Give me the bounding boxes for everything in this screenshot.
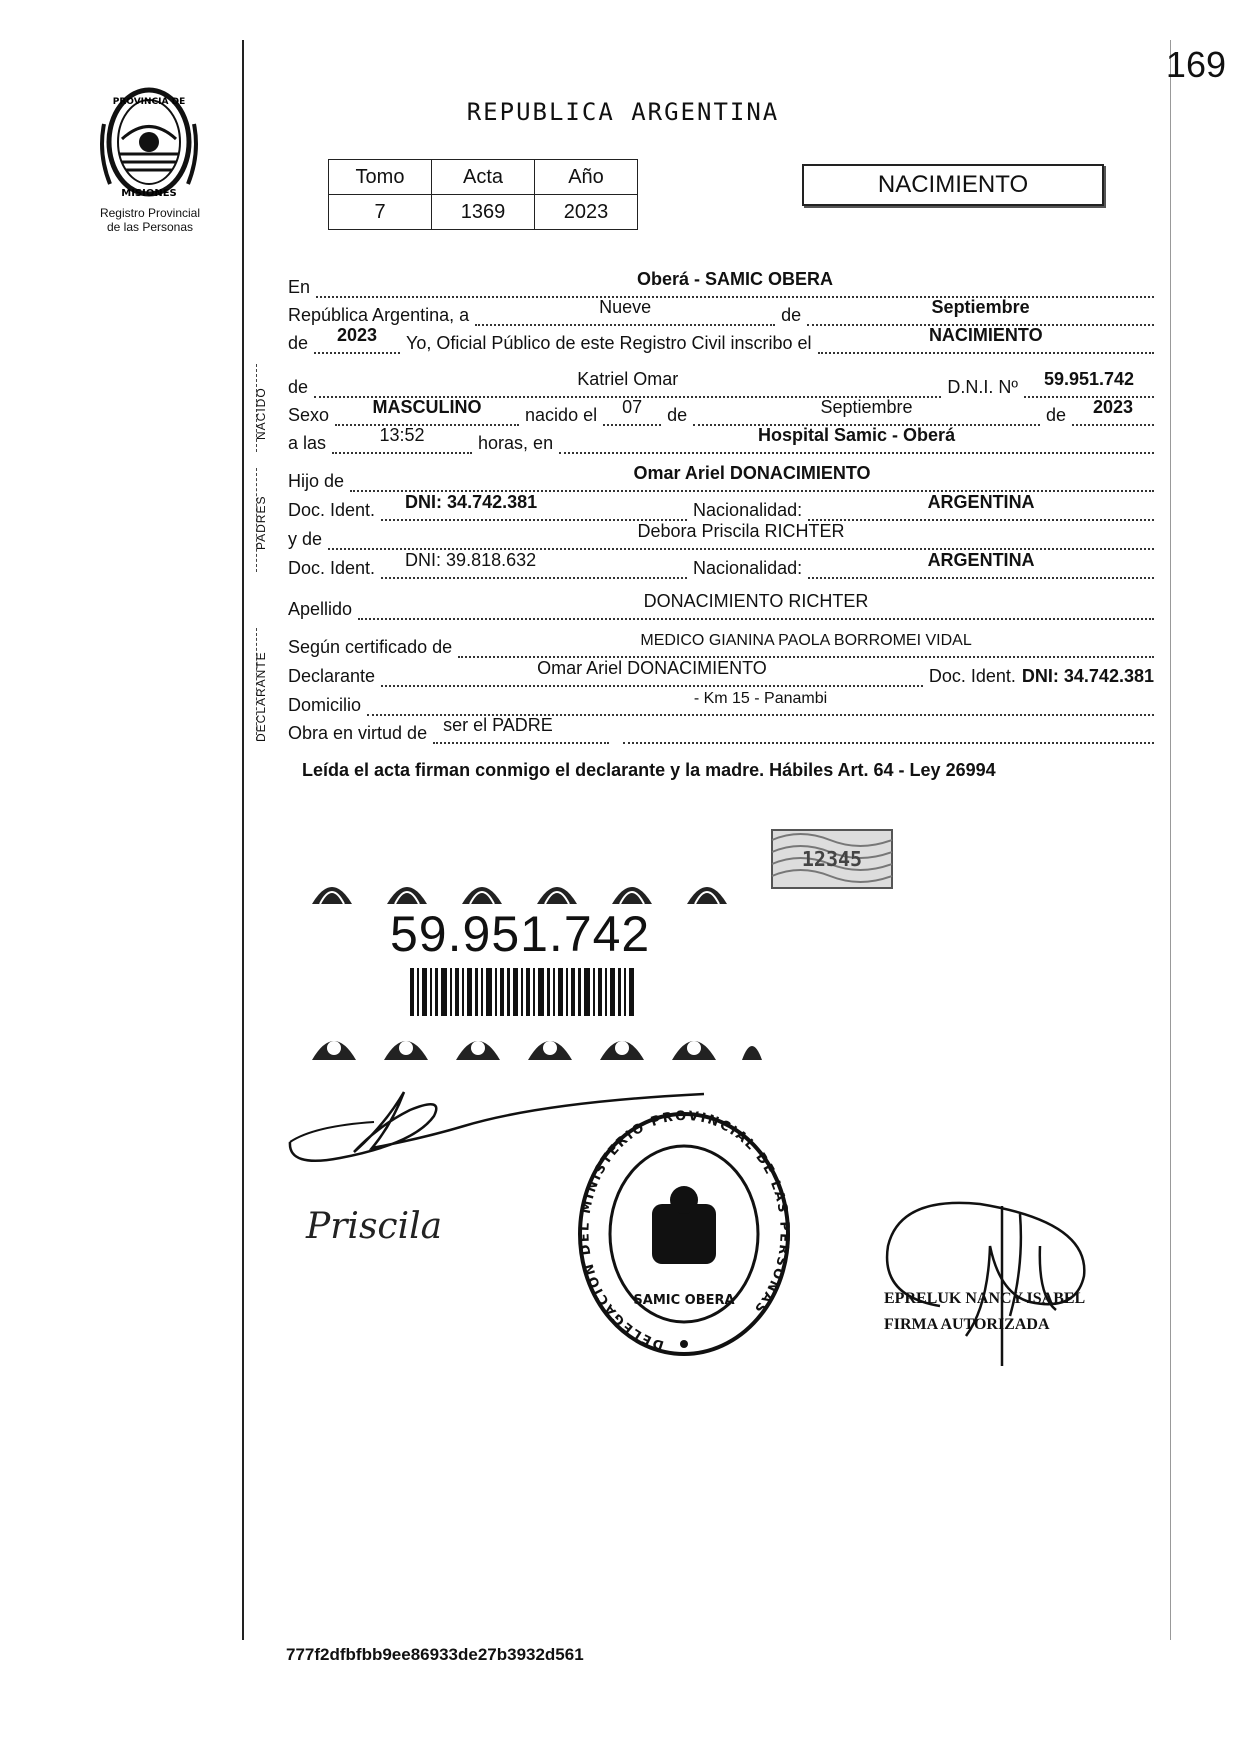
row-hora <box>288 426 1154 454</box>
label-doc-ident-padre: Doc. Ident. <box>288 500 376 520</box>
seal-top-text: PROVINCIA DE <box>112 97 186 107</box>
org-name <box>72 206 228 234</box>
value-sexo: MASCULINO <box>372 397 482 417</box>
acta-header-row <box>329 160 638 195</box>
value-dia-nacimiento: 07 <box>622 397 643 417</box>
control-stamp-code: 12345 <box>801 847 863 871</box>
row-certificado <box>288 630 1154 658</box>
left-margin-line <box>242 40 244 1640</box>
acta-value-row <box>329 195 638 230</box>
value-lugar: Oberá - SAMIC OBERA <box>637 269 834 289</box>
id-sticker-bottom-band <box>312 1022 762 1065</box>
label-yo-oficial: Yo, Oficial Público de este Registro Civil inscribo el <box>406 333 812 353</box>
label-republica: República Argentina, a <box>288 305 470 325</box>
label-segun-certificado: Según certificado de <box>288 637 453 657</box>
official-seal <box>574 1108 794 1365</box>
row-fecha-inscripcion <box>288 298 1154 326</box>
value-padre-doc: DNI: 34.742.381 <box>405 492 538 512</box>
acta-reference-table <box>328 159 638 230</box>
label-hijo-de: Hijo de <box>288 471 345 491</box>
label-declarante: Declarante <box>288 666 376 686</box>
label-domicilio: Domicilio <box>288 695 362 715</box>
header-anio: Año <box>535 160 638 195</box>
value-padre-nacionalidad: ARGENTINA <box>927 492 1035 512</box>
header-acta: Acta <box>432 160 535 195</box>
row-domicilio <box>288 688 1154 716</box>
side-label-nacido: NACIDO <box>254 387 268 440</box>
value-mes-inscripcion: Septiembre <box>931 297 1030 317</box>
value-acta: 1369 <box>432 195 535 230</box>
row-padre <box>288 464 1154 492</box>
label-de-mes: de <box>667 405 688 425</box>
label-nacionalidad-padre: Nacionalidad: <box>693 500 803 520</box>
value-apellido: DONACIMIENTO RICHTER <box>643 591 869 611</box>
value-declarante: Omar Ariel DONACIMIENTO <box>537 658 767 678</box>
value-nombre: Katriel Omar <box>577 369 679 389</box>
seal-place-text: SAMIC OBERA <box>633 1293 735 1308</box>
value-madre-nacionalidad: ARGENTINA <box>927 550 1035 570</box>
row-padre-doc <box>288 493 1154 521</box>
label-doc-ident-madre: Doc. Ident. <box>288 558 376 578</box>
value-dni: 59.951.742 <box>1043 369 1135 389</box>
label-de-anio-nac: de <box>1045 405 1066 425</box>
id-sticker-top-band <box>312 870 762 909</box>
label-de-anio: de <box>288 333 309 353</box>
row-apellido <box>288 592 1154 620</box>
label-en: En <box>288 277 311 297</box>
page-title: REPUBLICA ARGENTINA <box>466 98 780 126</box>
signatory-name: EPRELUK NANCY ISABEL <box>884 1290 1086 1307</box>
value-madre: Debora Priscila RICHTER <box>637 521 845 541</box>
value-anio-inscripcion: 2023 <box>337 325 378 345</box>
value-anio-nacimiento: 2023 <box>1092 397 1134 417</box>
label-dni: D.N.I. Nº <box>947 377 1018 397</box>
label-doc-ident-declarante: Doc. Ident. <box>928 666 1016 686</box>
row-madre-doc <box>288 551 1154 579</box>
value-lugar-nacimiento: Hospital Samic - Oberá <box>758 425 956 445</box>
right-margin-line <box>1170 40 1171 1640</box>
seal-ring-text: DELEGACION DEL MINISTERIO PROVINCIAL DE LAS PERSONAS <box>577 1108 792 1353</box>
row-anio-inscripcion <box>288 326 1154 354</box>
value-domicilio: - Km 15 - Panambi <box>693 690 828 707</box>
row-obra-en-virtud <box>288 716 1154 744</box>
value-madre-doc: DNI: 39.818.632 <box>405 550 537 570</box>
value-tipo-inscripcion: NACIMIENTO <box>928 325 1043 345</box>
org-name-line1: Registro Provincial <box>99 206 201 220</box>
row-declarante <box>288 659 1154 687</box>
value-mes-nacimiento: Septiembre <box>820 397 913 417</box>
label-de-nombre: de <box>288 377 309 397</box>
row-sexo <box>288 398 1154 426</box>
label-sexo: Sexo <box>288 405 330 425</box>
page-number: 169 <box>1165 44 1226 85</box>
label-horas-en: horas, en <box>478 433 554 453</box>
value-padre: Omar Ariel DONACIMIENTO <box>633 463 871 483</box>
label-de: de <box>781 305 802 325</box>
value-obra-en-virtud: ser el PADRE <box>443 715 553 735</box>
row-nombre <box>288 370 1154 398</box>
footer-note: Leída el acta firman conmigo el declarante y la madre. Hábiles Art. 64 - Ley 26994 <box>302 760 996 780</box>
value-dia-inscripcion: Nueve <box>599 297 652 317</box>
value-declarante-doc: DNI: 34.742.381 <box>1021 666 1154 686</box>
value-tomo: 7 <box>329 195 432 230</box>
org-name-line2: de las Personas <box>106 220 194 234</box>
row-madre <box>288 522 1154 550</box>
mother-signature: Priscila <box>306 1206 443 1247</box>
label-obra-en-virtud: Obra en virtud de <box>288 723 428 743</box>
document-hash: 777f2dfbfbb9ee86933de27b3932d561 <box>286 1645 584 1664</box>
label-y-de: y de <box>288 529 323 549</box>
label-apellido: Apellido <box>288 599 353 619</box>
document-type-box: NACIMIENTO <box>802 164 1104 206</box>
label-nacionalidad-madre: Nacionalidad: <box>693 558 803 578</box>
label-a-las: a las <box>288 433 327 453</box>
signatory-title: FIRMA AUTORIZADA <box>884 1316 1050 1333</box>
value-hora: 13:52 <box>379 425 425 445</box>
authorized-signature <box>870 1186 1110 1387</box>
control-stamp <box>770 828 894 895</box>
id-sticker-number: 59.951.742 <box>390 906 651 962</box>
side-label-padres: PADRES <box>254 495 268 550</box>
value-anio: 2023 <box>535 195 638 230</box>
label-nacido-el: nacido el <box>525 405 598 425</box>
row-en <box>288 270 1154 298</box>
value-certificado: MEDICO GIANINA PAOLA BORROMEI VIDAL <box>640 632 972 649</box>
seal-bottom-text: MISIONES <box>121 188 177 199</box>
header-tomo: Tomo <box>329 160 432 195</box>
side-label-declarante: DECLARANTE <box>254 651 268 742</box>
id-sticker-barcode <box>410 968 636 1021</box>
